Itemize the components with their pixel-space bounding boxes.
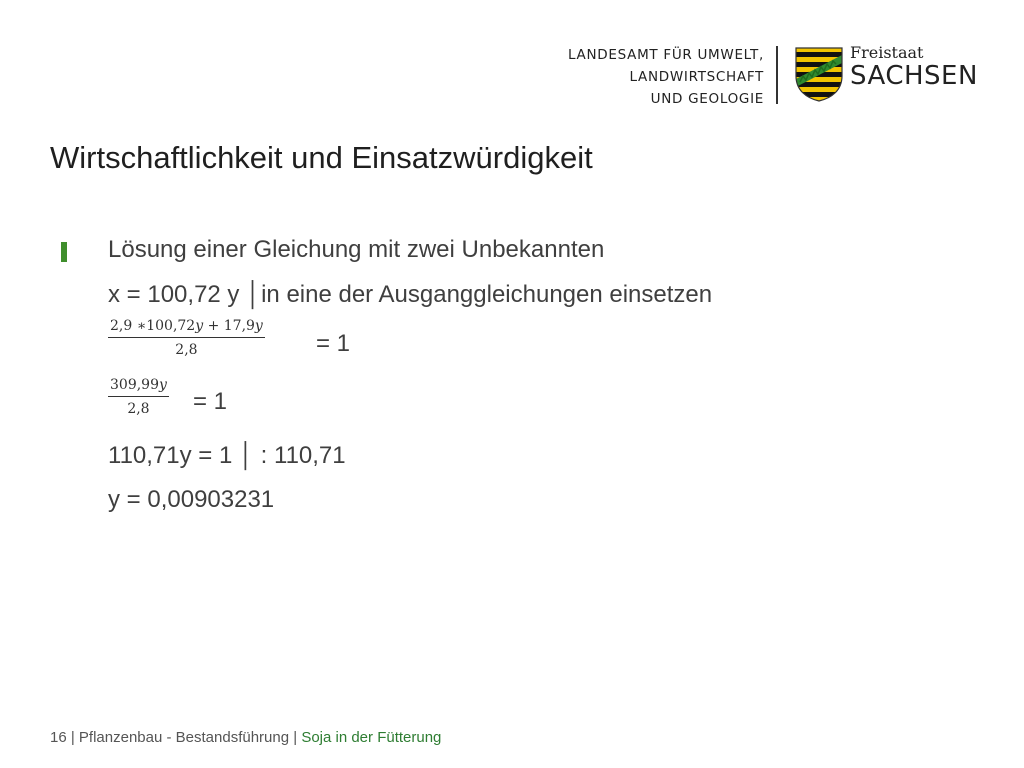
footer-section: Pflanzenbau - Bestandsführung <box>78 729 290 746</box>
header-divider <box>776 46 778 104</box>
fraction-2 <box>108 377 169 417</box>
content-line-5: 110,71y = 1 │ : 110,71 <box>108 442 346 469</box>
organization-name <box>548 44 764 110</box>
fraction-1-numerator: 2,9 ∗100,72𝑦 + 17,9𝑦 <box>110 318 263 334</box>
org-line-3: UND GEOLOGIE <box>650 91 764 107</box>
fraction-1-bar <box>108 337 265 338</box>
footer-separator: | <box>66 729 79 746</box>
content-line-6: y = 0,00903231 <box>108 486 275 513</box>
fraction-2-denominator: 2,8 <box>127 401 150 417</box>
page-number: 16 <box>50 729 67 746</box>
slide-title: Wirtschaftlichkeit und Einsatzwürdigkeit <box>50 140 593 175</box>
fraction-1 <box>108 318 265 358</box>
content-line-1: Lösung einer Gleichung mit zwei Unbekannten <box>108 236 605 263</box>
brand-wordmark <box>850 44 978 90</box>
bullet-marker <box>61 242 67 262</box>
saxony-coat-of-arms-icon <box>794 46 844 102</box>
org-line-1: LANDESAMT FÜR UMWELT, <box>568 47 764 63</box>
fraction-2-equals: = 1 <box>193 388 228 415</box>
brand-small-text: Freistaat <box>850 43 924 62</box>
fraction-1-denominator: 2,8 <box>175 342 198 358</box>
fraction-2-numerator: 309,99𝑦 <box>110 377 167 393</box>
fraction-2-bar <box>108 396 169 397</box>
footer-separator: | <box>289 729 302 746</box>
slide-footer <box>50 729 441 746</box>
fraction-1-equals: = 1 <box>316 330 351 357</box>
content-line-2: x = 100,72 y │in eine der Ausganggleichungen einsetzen <box>108 281 713 308</box>
brand-big-text: SACHSEN <box>850 61 978 91</box>
footer-topic: Soja in der Fütterung <box>301 729 442 746</box>
org-line-2: LANDWIRTSCHAFT <box>629 69 764 85</box>
